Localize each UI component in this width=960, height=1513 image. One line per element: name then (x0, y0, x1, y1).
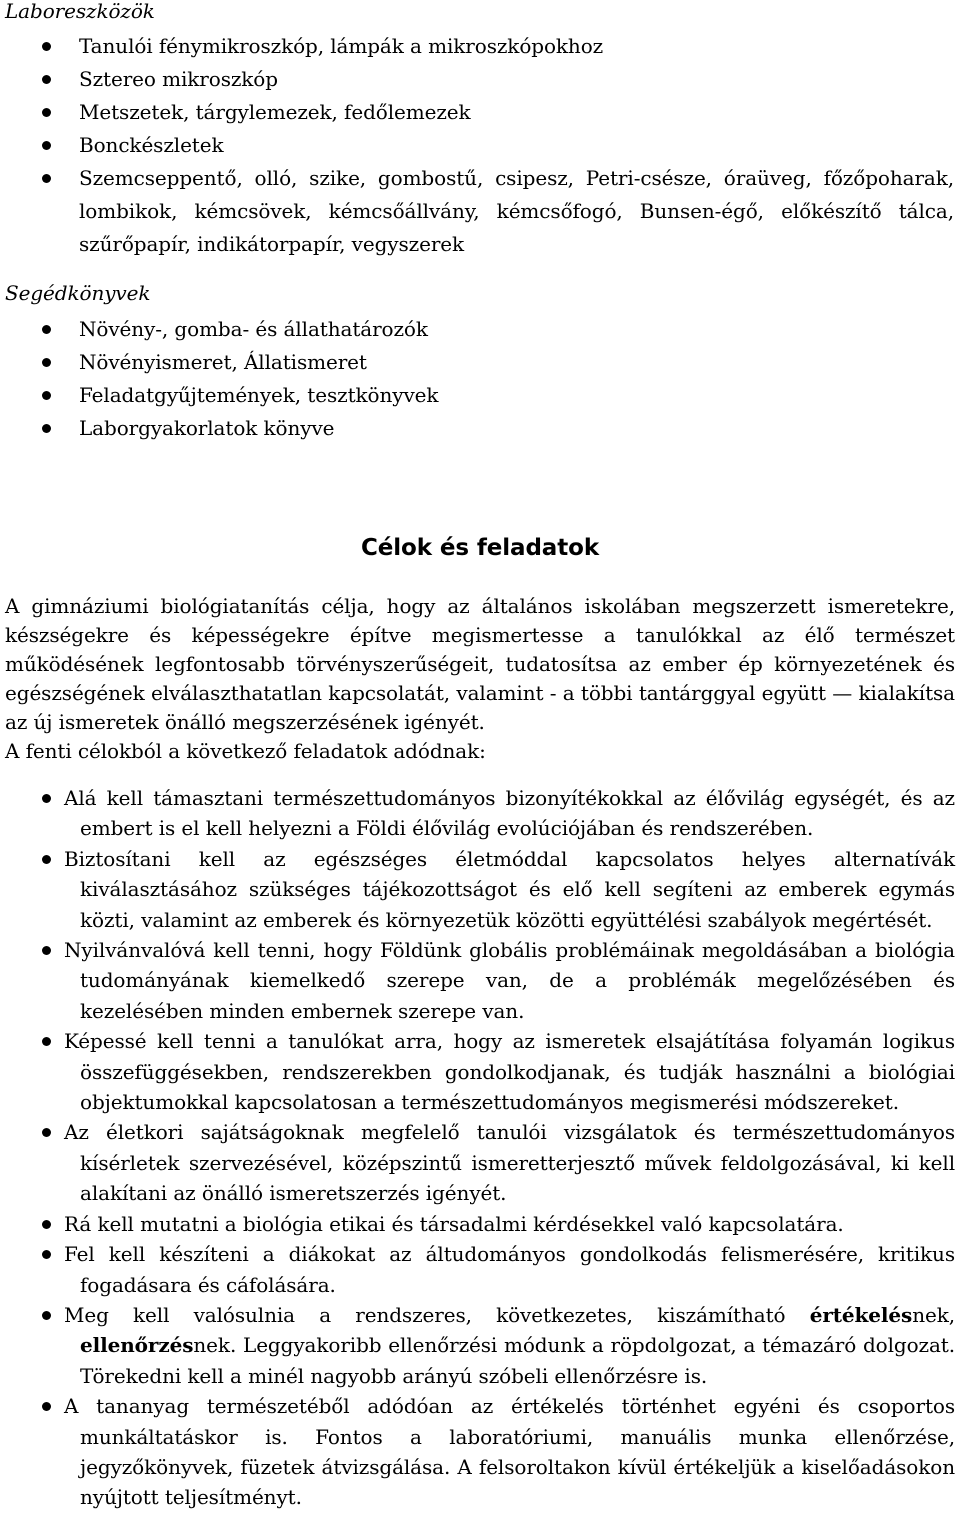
list-item (0, 1391, 960, 1513)
intro-paragraph: A gimnáziumi biológiatanítás célja, hogy az általános iskolában megszerzett ismeretekre, készségekre és képességekre építve megismertesse a tanulókkal az élő természet működésének legfontosabb törvényszerűségeit, tudatosítsa az ember ép környezetének és egészségének elválaszthatatlan kapcsolatát, valamint - a többi tantárggyal együtt — kialakítsa az új ismeretek önálló megszerzésének igényét. (5, 594, 955, 734)
list-item-text: Növény-, gomba- és állathatározók (79, 317, 428, 341)
list-item (0, 313, 960, 346)
tasks-list (0, 783, 960, 1513)
list-item (0, 844, 960, 935)
bullet-icon (42, 358, 51, 367)
list-item (0, 1239, 960, 1300)
lab-tools-heading: Laboreszközök (5, 0, 155, 23)
list-item-text: Tanulói fénymikroszkóp, lámpák a mikroszkópokhoz (79, 34, 604, 58)
bullet-icon (42, 1311, 51, 1320)
list-item (0, 379, 960, 412)
list-item (0, 1117, 960, 1208)
task-text: A tananyag természetéből adódóan az értékelés történhet egyéni és csoportos munkáltatáskor is. Fontos a laboratóriumi, manuális munka ellenőrzése, jegyzőkönyvek, füzetek átvizsgálása. A felsoroltakon kívül értékeljük a kiselőadásokon nyújtott teljesítményt. (64, 1394, 955, 1510)
task-text: Rá kell mutatni a biológia etikai és társadalmi kérdésekkel való kapcsolatára. (64, 1211, 844, 1236)
list-item (0, 96, 960, 129)
bullet-icon (42, 75, 51, 84)
bullet-icon (42, 1250, 51, 1259)
list-item-text: Növényismeret, Állatismeret (79, 350, 367, 374)
lab-tools-list (0, 30, 960, 261)
task-text-part: Meg kell valósulnia a rendszeres, következetes, kiszámítható (64, 1302, 810, 1327)
bullet-icon (42, 174, 51, 183)
list-item (0, 412, 960, 445)
handbooks-list (0, 313, 960, 445)
bullet-icon (42, 141, 51, 150)
bullet-icon (42, 325, 51, 334)
task-text-part: nek, (912, 1302, 955, 1327)
task-text: Nyilvánvalóvá kell tenni, hogy Földünk globális problémáinak megoldásában a biológia tudományának kiemelkedő szerepe van, de a problémák megelőzésében és kezelésében minden embernek szerepe van. (64, 938, 955, 1023)
list-item (0, 129, 960, 162)
list-item-text: Szemcseppentő, olló, szike, gombostű, csipesz, Petri-csésze, óraüveg, főzőpoharak, lombikok, kémcsövek, kémcsőállvány, kémcsőfogó, Bunsen-égő, előkészítő tálca, szűrőpapír, indikátorpapír, vegyszerek (79, 166, 954, 256)
bullet-icon (42, 42, 51, 51)
handbooks-heading: Segédkönyvek (5, 281, 151, 305)
bullet-icon (42, 855, 51, 864)
task-text-bold: ellenőrzés (80, 1333, 194, 1358)
list-item-text: Laborgyakorlatok könyve (79, 416, 335, 440)
list-item (0, 162, 960, 261)
list-item (0, 1209, 960, 1239)
list-item-text: Sztereo mikroszkóp (79, 67, 278, 91)
bullet-icon (42, 1128, 51, 1137)
bullet-icon (42, 1037, 51, 1046)
bullet-icon (42, 108, 51, 117)
task-text: Képessé kell tenni a tanulókat arra, hogy az ismeretek elsajátítása folyamán logikus összefüggésekben, rendszerekben gondolkodjanak, és tudják használni a biológiai objektumokkal kapcsolatosan a természettudományos megismerési módszereket. (64, 1029, 955, 1115)
list-item (0, 346, 960, 379)
bullet-icon (42, 794, 51, 803)
list-item (0, 1026, 960, 1117)
task-text: Alá kell támasztani természettudományos bizonyítékokkal az élővilág egységét, és az embert is el kell helyezni a Földi élővilág evolúciójában és rendszerében. (64, 786, 955, 841)
list-item-text: Feladatgyűjtemények, tesztkönyvek (79, 383, 439, 407)
bullet-icon (42, 1402, 51, 1411)
bullet-icon (42, 1220, 51, 1229)
lead-paragraph: A fenti célokból a következő feladatok adódnak: (5, 739, 486, 763)
task-text: Az életkori sajátságoknak megfelelő tanulói vizsgálatok és természettudományos kísérletek szervezésével, középszintű ismeretterjesztő művek feldolgozásával, ki kell alakítani az önálló ismeretszerzés igényét. (64, 1120, 955, 1206)
task-text-part: nek. Leggyakoribb ellenőrzési módunk a röpdolgozat, a témazáró dolgozat. Törekedni kell a minél nagyobb arányú szóbeli ellenőrzésre is. (80, 1333, 955, 1388)
page-title: Célok és feladatok (360, 535, 600, 561)
task-text (64, 1300, 955, 1391)
list-item (0, 63, 960, 96)
bullet-icon (42, 424, 51, 433)
list-item (0, 30, 960, 63)
bullet-icon (42, 391, 51, 400)
task-text: Biztosítani kell az egészséges életmóddal kapcsolatos helyes alternatívák kiválasztásához szükséges tájékozottságot és elő kell segíteni az emberek egymás közti, valamint az emberek és környezetük közötti együttélési szabályok megértését. (64, 846, 955, 932)
bullet-icon (42, 946, 51, 955)
task-text: Fel kell készíteni a diákokat az áltudományos gondolkodás felismerésére, kritikus fogadásara és cáfolására. (64, 1242, 955, 1297)
list-item-text: Bonckészletek (79, 133, 224, 157)
list-item (0, 783, 960, 844)
list-item (0, 935, 960, 1026)
list-item-text: Metszetek, tárgylemezek, fedőlemezek (79, 100, 471, 124)
task-text-bold: értékelés (809, 1302, 913, 1327)
list-item (0, 1300, 960, 1391)
